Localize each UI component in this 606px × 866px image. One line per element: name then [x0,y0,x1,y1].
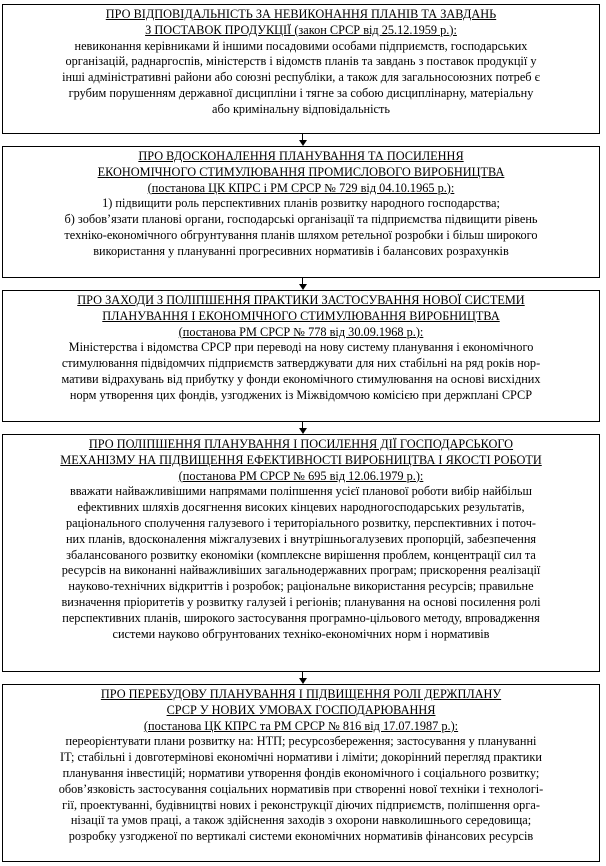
block-3 [2,290,600,422]
block-4-body-line-5: збалансованого розвитку економіки (комплексне вирішення проблем, концентрації сил та [66,547,536,562]
block-1-body-line-4: грубим порушенням державної дисципліни і тягне за собою дисциплінарну, матеріальну [68,85,534,100]
block-4-body-line-10: системи науково обгрунтованих техніко-економічних норм і нормативів [112,626,490,641]
block-5-title-line-2: СРСР У НОВИХ УМОВАХ ГОСПОДАРЮВАННЯ [166,702,436,717]
block-1-title-line-1: ПРО ВІДПОВІДАЛЬНІСТЬ ЗА НЕВИКОНАННЯ ПЛАНІВ ТА ЗАВДАНЬ [105,7,497,21]
block-1-title-line-2: З ПОСТАВОК ПРОДУКЦІЇ (закон СРСР від 25.12.1959 р.): [145,22,457,37]
block-4-title-line-1: ПРО ПОЛІПШЕННЯ ПЛАНУВАННЯ І ПОСИЛЕННЯ ДІЇ ГОСПОДАРСЬКОГО [88,437,514,451]
block-3-body-line-2: стимулювання підвідомчих підприємств затверджувати для них стабільні на ряд років нор- [61,356,541,371]
block-4-body-line-1: вважати найважливішими напрямами поліпшення усієї планової роботи вибір найбільш [69,484,532,499]
block-4-body-line-6: ресурсів на виконанні найважливіших загальнодержавних програм; прискорення реалізації [61,563,541,578]
block-3-title-line-2: ПЛАНУВАННЯ І ЕКОНОМІЧНОГО СТИМУЛЮВАННЯ ВИРОБНИЦТВА [102,308,500,323]
block-3-body-line-4: норм утворення цих фондів, узгоджених із Міжвідомчою комісією при держплані СРСР [69,387,533,402]
block-3-title-line-3: (постанова РМ СРСР № 778 від 30.09.1968 р.): [178,324,424,339]
block-3-body-line-1: Міністерства і відомства СРСР при переводі на нову систему планування і економічного [68,340,534,355]
arrow-down-icon [299,422,307,434]
block-4-body-line-3: раціонального сполучення галузевого і територіального розвитку, перспективних і поточ- [66,515,536,530]
arrow-down-icon [299,134,307,146]
block-1-body-line-5: або кримінальну відповідальність [212,101,390,116]
block-4-body-line-4: них планів, вдосконалення міжгалузевих і внутрішньогалузевих пропорцій, забезпечення [65,531,537,546]
block-5-body-line-5: гії, проектуванні, будівництві нових і реконструкції діючих підприємств, поліпшення орга- [62,797,540,812]
block-1-body-line-2: організацій, раднаргоспів, міністерств і відомств планів та завдань з поставок продукції у [65,54,537,69]
block-4-body-line-8: визначення пріоритетів у розвитку галузей і регіонів; планування на основі посилення ролі [61,594,541,609]
block-1-body-line-3: інші адміністративні райони або союзні республіки, а також для загальносоюзних потреб є [62,70,540,85]
block-3-body-line-3: мативи відрахувань від прибутку у фонди економічного стимулювання на основі висхідних [61,371,541,386]
block-5-body-line-1: переорієнтувати плани розвитку на: НТП; ресурсозбереження; застосування у плануванні [65,734,537,749]
block-5-body-line-6: нізації та умов праці, а також здійснення заходів з охорони навколишнього середовища; [70,813,532,828]
block-2 [2,146,600,278]
block-2-body-line-3: техніко-економічного обгрунтування планів шляхом ретельної розробки і більш широкого [64,227,538,242]
block-2-body-line-4: використання у плануванні прогресивних нормативів і балансових розрахунків [93,243,509,258]
block-2-body-line-1: 1) підвищити роль перспективних планів розвитку народного господарства; [102,196,500,211]
block-2-title-line-3: (постанова ЦК КПРС і РМ СРСР № 729 від 04.10.1965 р.): [147,180,455,195]
block-2-body-line-2: б) зобов’язати планові органи, господарські організації та підприємства підвищити рівень [64,212,538,227]
arrow-down-icon [299,672,307,684]
block-4-title-line-2: МЕХАНІЗМУ НА ПІДВИЩЕННЯ ЕФЕКТИВНОСТІ ВИРОБНИЦТВА І ЯКОСТІ РОБОТИ [60,452,542,467]
block-5-body-line-3: планування інвестицій; нормативи утворення фондів економічного і соціального розвитку; [62,765,540,780]
block-2-title-line-2: ЕКОНОМІЧНОГО СТИМУЛЮВАННЯ ПРОМИСЛОВОГО ВИРОБНИЦТВА [97,164,505,179]
block-5 [2,684,600,862]
block-4 [2,434,600,672]
block-4-body-line-7: науково-технічних відкриттів і розробок; раціональне використання ресурсів; правильне [68,579,534,594]
block-4-body-line-2: ефективних шляхів досягнення високих кінцевих народногосподарських результатів, [77,500,525,515]
block-1-body-line-1: невиконання керівниками й іншими посадовими особами підприємств, господарських [74,38,528,53]
block-3-title-line-1: ПРО ЗАХОДИ З ПОЛІПШЕННЯ ПРАКТИКИ ЗАСТОСУВАННЯ НОВОЇ СИСТЕМИ [77,293,525,307]
block-5-body-line-4: обов’язковість застосування соціальних нормативів при створенні нової техніки і технологі- [58,781,544,796]
block-4-title-line-3: (постанова РМ СРСР № 695 від 12.06.1979 р.): [178,468,424,483]
block-5-title-line-3: (постанова ЦК КПРС та РМ СРСР № 816 від 17.07.1987 р.): [143,718,459,733]
block-4-body-line-9: перспективних планів, широкого застосування програмно-цільового методу, впровадження [62,610,540,625]
block-5-title-line-1: ПРО ПЕРЕБУДОВУ ПЛАНУВАННЯ І ПІДВИЩЕННЯ РОЛІ ДЕРЖПЛАНУ [100,687,502,701]
block-2-title-line-1: ПРО ВДОСКОНАЛЕННЯ ПЛАНУВАННЯ ТА ПОСИЛЕННЯ [138,149,464,163]
block-1 [2,4,600,134]
block-5-body-line-2: IT; стабільні і довготермінові економічні нормативи і ліміти; докорінний перегляд практики [60,750,542,765]
arrow-down-icon [299,278,307,290]
block-5-body-line-7: розробку узгодженої по вертикалі системи економічних нормативів фінансових ресурсів [68,829,534,844]
